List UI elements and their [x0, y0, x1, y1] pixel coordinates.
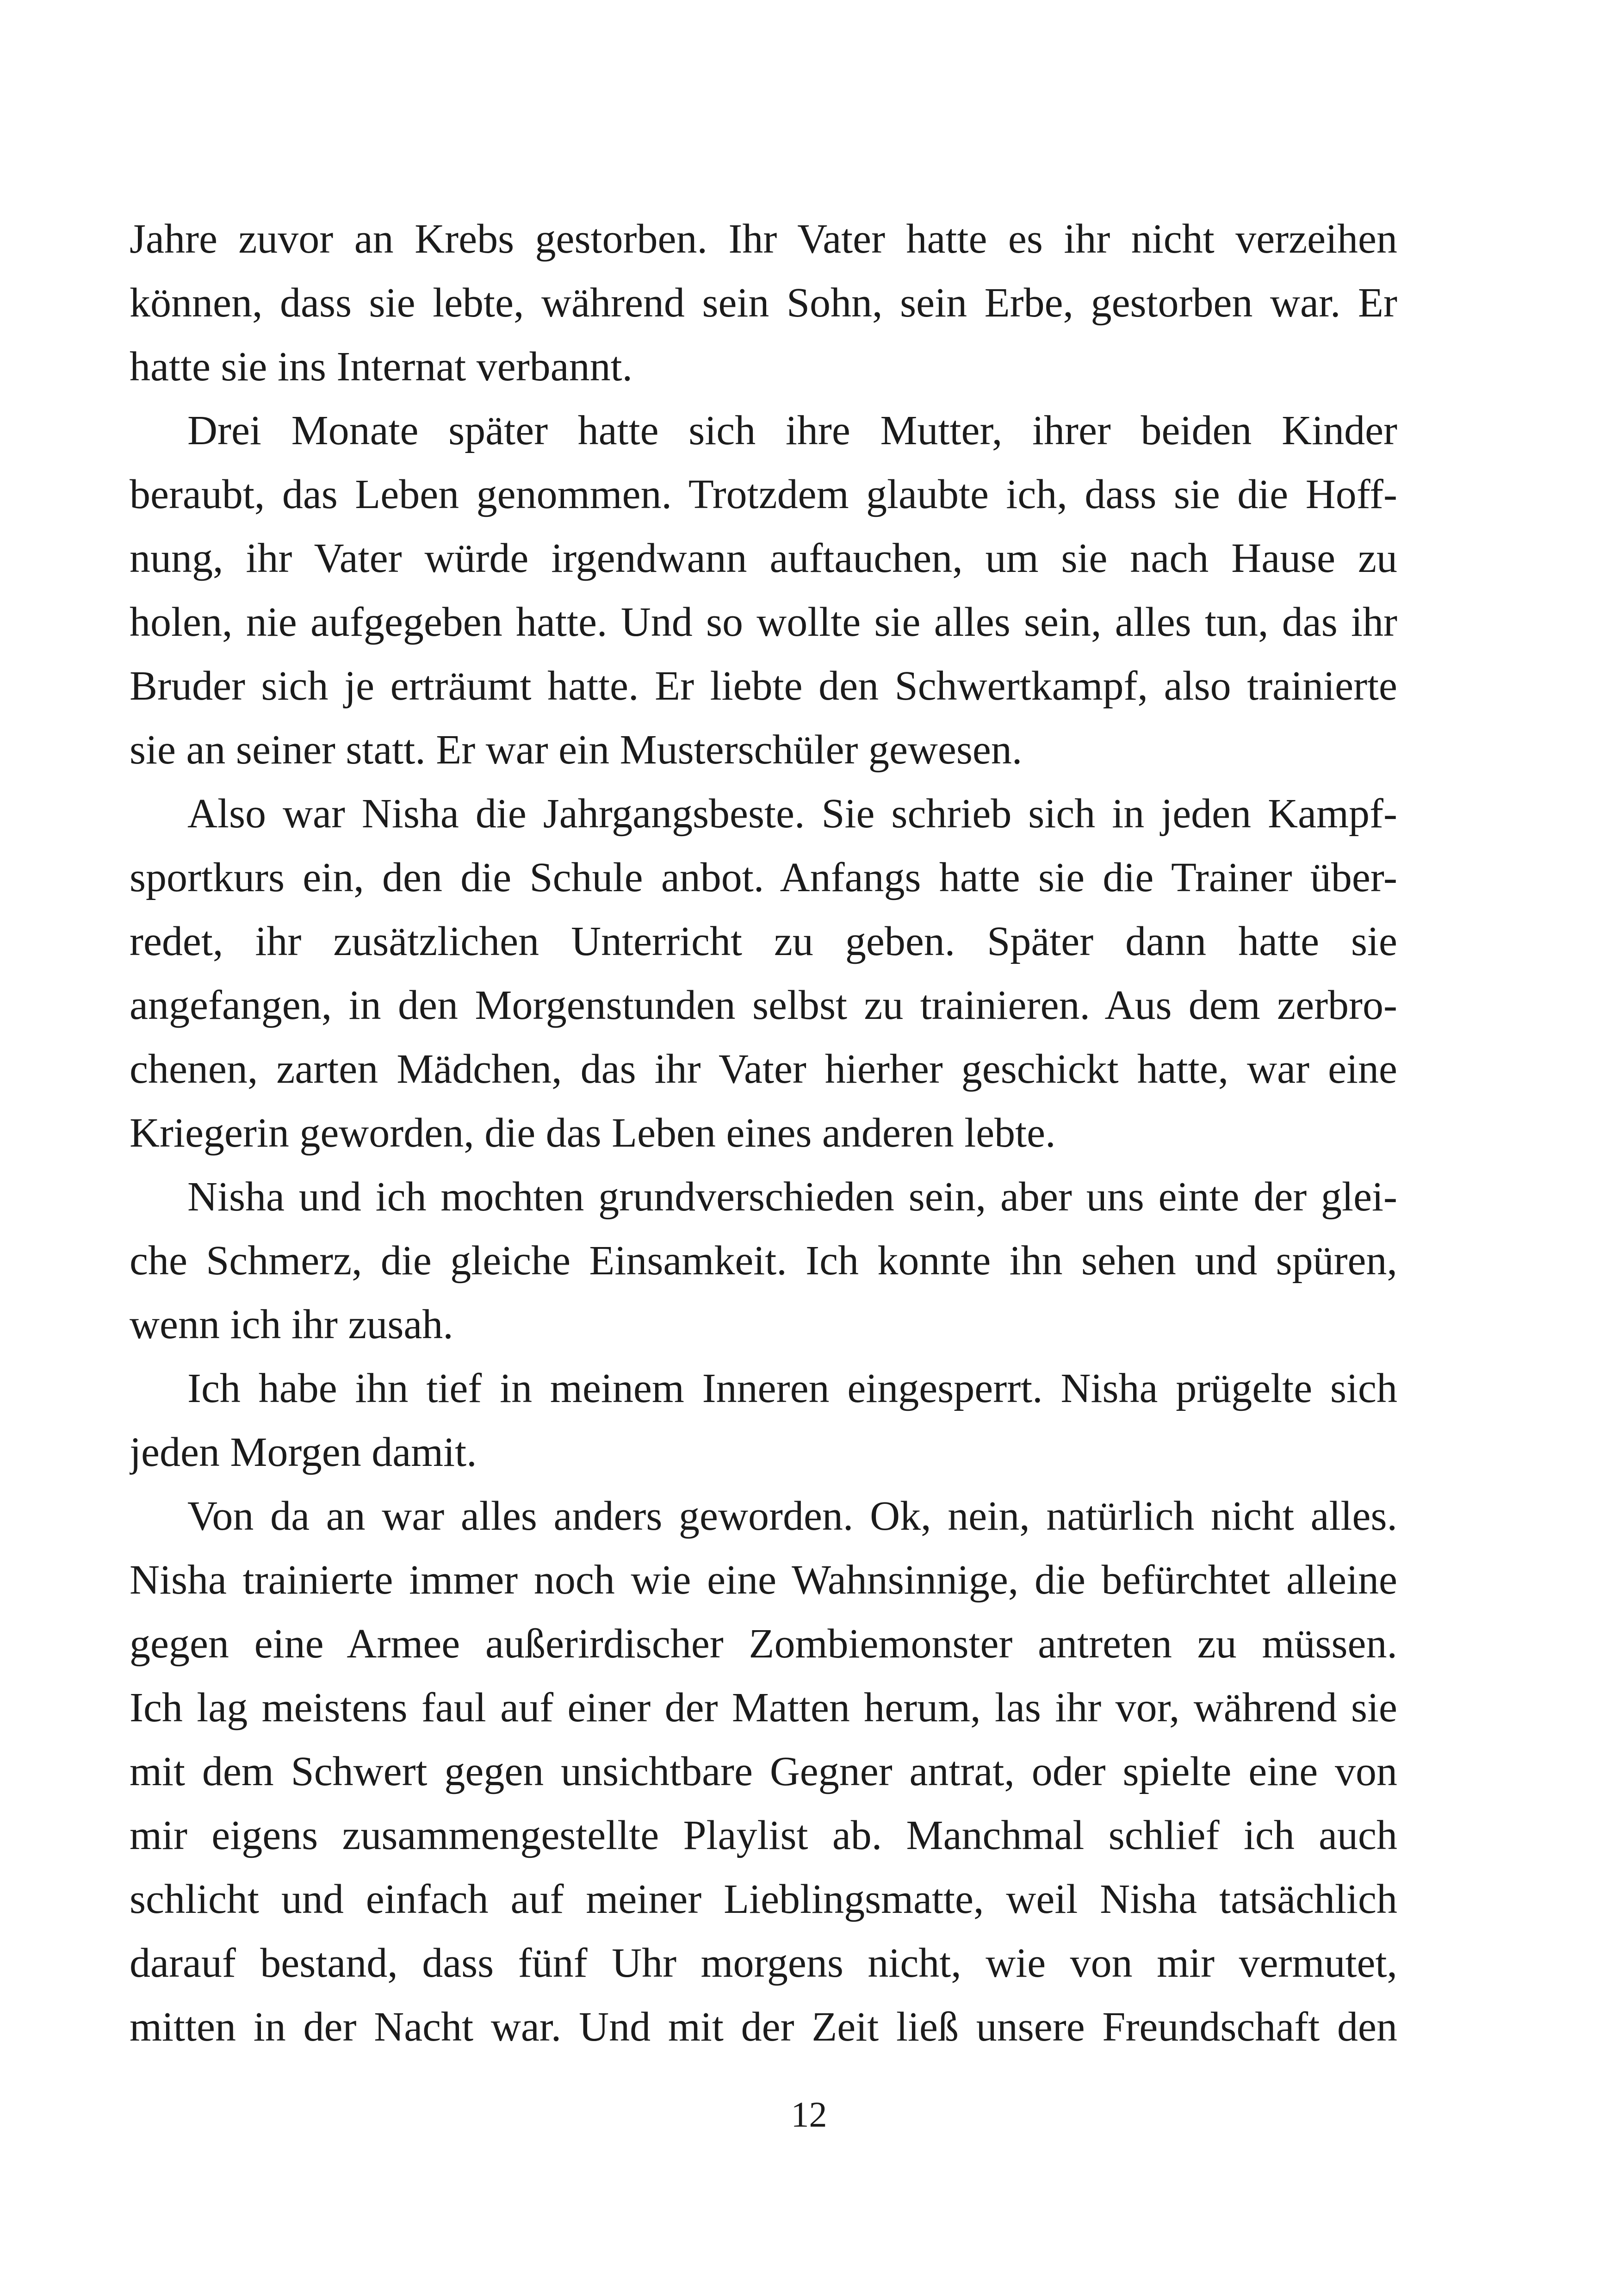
text-line: können, dass sie lebte, während sein Sohn, sein Erbe, gestorben war. Er: [130, 280, 1397, 326]
text-line: Also war Nisha die Jahrgangsbeste. Sie schrieb sich in jeden Kampf-: [187, 791, 1397, 837]
paragraph: [130, 1165, 1397, 1357]
paragraph: [130, 1484, 1397, 2059]
text-line: holen, nie aufgegeben hatte. Und so wollte sie alles sein, alles tun, das ihr: [130, 599, 1397, 645]
text-line: sie an seiner statt. Er war ein Musterschüler gewesen.: [130, 727, 1023, 773]
text-line: Jahre zuvor an Krebs gestorben. Ihr Vater hatte es ihr nicht verzeihen: [130, 216, 1397, 262]
paragraph: [130, 782, 1397, 1165]
text-line: Ich lag meistens faul auf einer der Matten herum, las ihr vor, während sie: [130, 1685, 1397, 1731]
text-line: gegen eine Armee außerirdischer Zombiemonster antreten zu müssen.: [130, 1621, 1397, 1667]
paragraph: [130, 1357, 1397, 1484]
text-line: beraubt, das Leben genommen. Trotzdem glaubte ich, dass sie die Hoff-: [130, 472, 1397, 517]
text-line: mitten in der Nacht war. Und mit der Zeit ließ unsere Freundschaft den: [130, 2004, 1397, 2050]
body-text: [130, 207, 1397, 2059]
page-number: 12: [791, 2094, 827, 2135]
text-line: Nisha und ich mochten grundverschieden sein, aber uns einte der glei-: [187, 1174, 1397, 1220]
text-line: mir eigens zusammengestellte Playlist ab. Manchmal schlief ich auch: [130, 1812, 1397, 1858]
text-line: Von da an war alles anders geworden. Ok, nein, natürlich nicht alles.: [187, 1493, 1397, 1539]
text-line: Ich habe ihn tief in meinem Inneren eingesperrt. Nisha prügelte sich: [187, 1365, 1397, 1411]
text-line: schlicht und einfach auf meiner Lieblingsmatte, weil Nisha tatsächlich: [130, 1876, 1397, 1922]
text-line: Drei Monate später hatte sich ihre Mutter, ihrer beiden Kinder: [187, 408, 1397, 453]
text-line: darauf bestand, dass fünf Uhr morgens nicht, wie von mir vermutet,: [130, 1940, 1397, 1986]
text-line: sportkurs ein, den die Schule anbot. Anfangs hatte sie die Trainer über-: [130, 855, 1397, 900]
text-line: nung, ihr Vater würde irgendwann auftauchen, um sie nach Hause zu: [130, 535, 1397, 581]
paragraph: [130, 207, 1397, 399]
text-line: Kriegerin geworden, die das Leben eines anderen lebte.: [130, 1110, 1056, 1156]
text-line: Nisha trainierte immer noch wie eine Wahnsinnige, die befürchtet alleine: [130, 1557, 1397, 1603]
text-line: angefangen, in den Morgenstunden selbst zu trainieren. Aus dem zerbro-: [130, 982, 1397, 1028]
text-line: Bruder sich je erträumt hatte. Er liebte den Schwertkampf, also trainierte: [130, 663, 1397, 709]
text-line: mit dem Schwert gegen unsichtbare Gegner antrat, oder spielte eine von: [130, 1749, 1397, 1794]
text-line: wenn ich ihr zusah.: [130, 1302, 453, 1347]
paragraph: [130, 399, 1397, 782]
text-line: che Schmerz, die gleiche Einsamkeit. Ich konnte ihn sehen und spüren,: [130, 1238, 1397, 1284]
text-line: hatte sie ins Internat verbannt.: [130, 344, 633, 390]
text-line: jeden Morgen damit.: [130, 1429, 477, 1475]
text-line: chenen, zarten Mädchen, das ihr Vater hierher geschickt hatte, war eine: [130, 1046, 1397, 1092]
text-line: redet, ihr zusätzlichen Unterricht zu geben. Später dann hatte sie: [130, 918, 1397, 964]
